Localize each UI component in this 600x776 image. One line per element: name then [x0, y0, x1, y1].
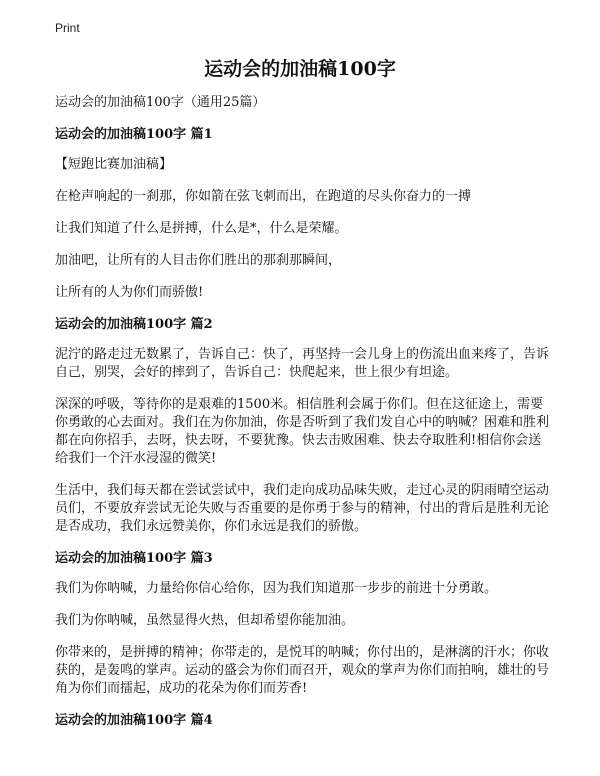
document-body	[55, 94, 550, 742]
paragraph: 生活中，我们每天都在尝试尝试中，我们走向成功品味失败，走过心灵的阴雨晴空运动员们，不要放弃尝试无论失败与否重要的是你勇于参与的精神，付出的背后是胜利无论是否成功，我们永远赞美你，你们永远是我们的骄傲。	[55, 483, 550, 534]
section-heading: 运动会的加油稿100字 篇1	[55, 127, 213, 142]
section-2	[55, 316, 550, 536]
paragraph: 让所有的人为你们而骄傲!	[55, 285, 204, 300]
section-heading: 运动会的加油稿100字 篇2	[55, 317, 213, 332]
page-title: 运动会的加油稿100字	[204, 58, 396, 80]
paragraph: 我们为你呐喊，虽然显得火热，但却希望你能加油。	[55, 613, 355, 628]
section-heading: 运动会的加油稿100字 篇3	[55, 551, 213, 566]
section-3	[55, 550, 550, 698]
paragraph: 加油吧，让所有的人目击你们胜出的那刹那瞬间，	[55, 253, 342, 268]
paragraph: 在枪声响起的一刹那，你如箭在弦飞刺而出，在跑道的尽头你奋力的一搏	[55, 189, 472, 204]
paragraph: 泥泞的路走过无数累了，告诉自己：快了，再坚持一会儿身上的伤流出血来疼了，告诉自己，别哭，会好的摔到了，告诉自己：快爬起来，世上很少有坦途。	[55, 347, 550, 380]
section-heading: 运动会的加油稿100字 篇4	[55, 713, 213, 728]
paragraph: 你带来的，是拼搏的精神；你带走的，是悦耳的呐喊；你付出的，是淋漓的汗水；你收获的，是轰鸣的掌声。运动的盛会为你们而召开，观众的掌声为你们而拍响，雄壮的号角为你们而擂起，成功的花朵为你们而芳香!	[55, 645, 550, 696]
paragraph: 我们为你呐喊，力量给你信心给你，因为我们知道那一步步的前进十分勇敢。	[55, 581, 498, 596]
paragraph: 让我们知道了什么是拼搏，什么是*，什么是荣耀。	[55, 221, 348, 236]
print-link[interactable]: Print	[55, 21, 80, 35]
document-subtitle: 运动会的加油稿100字（通用25篇）	[55, 95, 266, 110]
section-1	[55, 126, 550, 302]
section-4	[55, 712, 550, 730]
paragraph: 深深的呼吸，等待你的是艰难的1500米。相信胜利会属于你们。但在这征途上，需要你勇敢的心去面对。我们在为你加油，你是否听到了我们发自心中的呐喊？困难和胜利都在向你招手，去呀，快去呀，不要犹豫。快去击败困难、快去夺取胜利!相信你会送给我们一个汗水浸湿的微笑!	[55, 397, 550, 466]
paragraph: 【短跑比赛加油稿】	[55, 157, 173, 172]
